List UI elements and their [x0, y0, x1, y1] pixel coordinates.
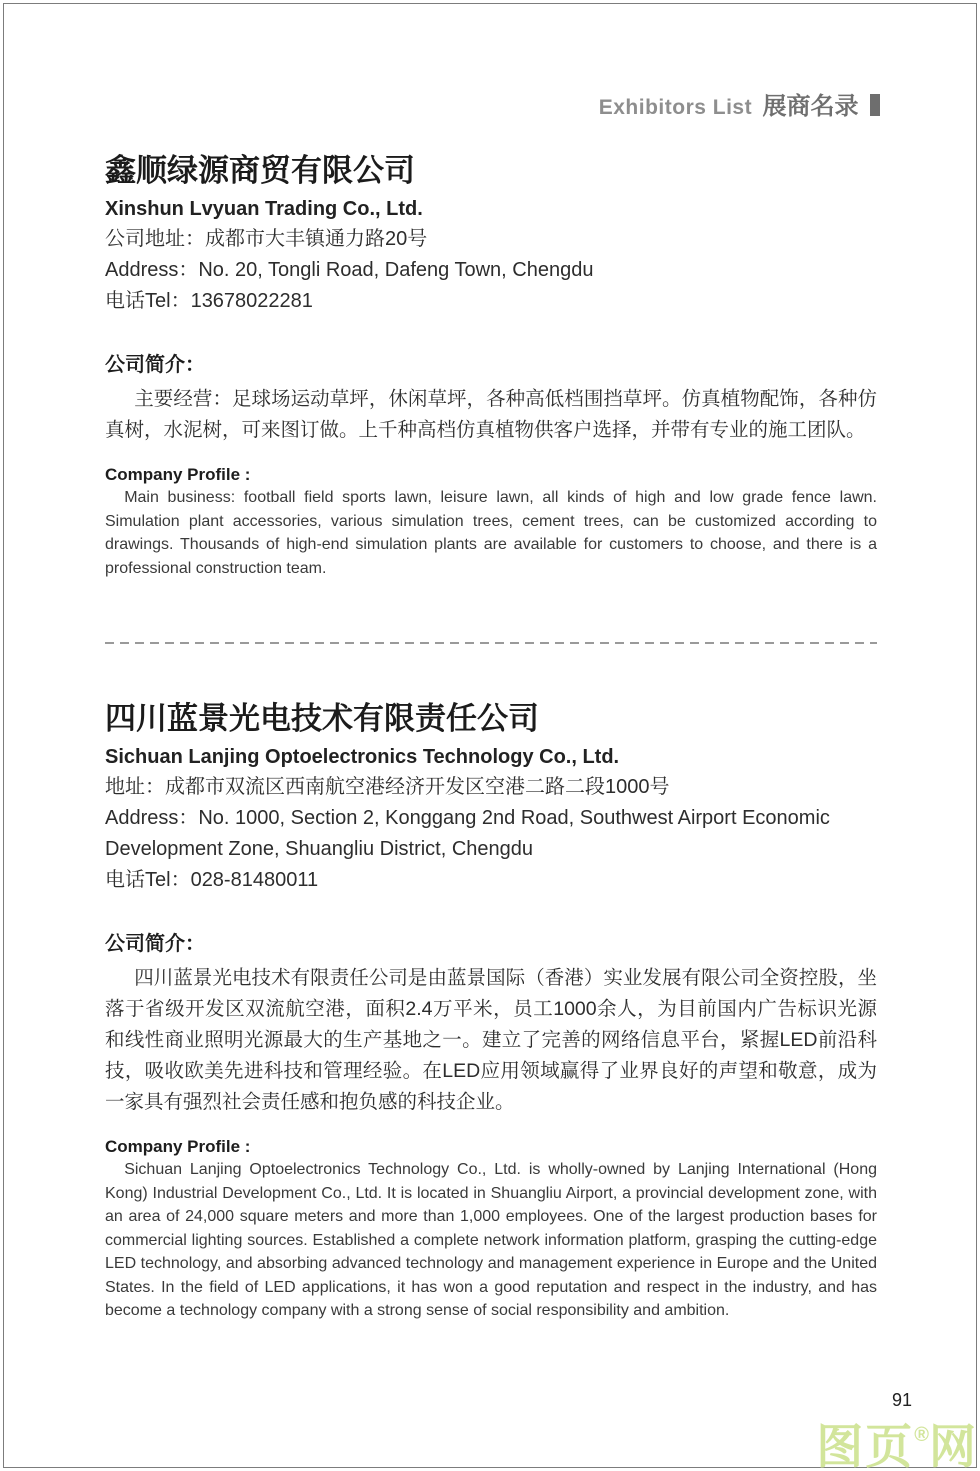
company-address-zh: 公司地址：成都市大丰镇通力路20号: [105, 228, 428, 250]
registered-trademark-icon: ®: [914, 1424, 929, 1446]
company-address-en: Address：No. 1000, Section 2, Konggang 2nd Road, Southwest Airport Economic Development Zone, Shuangliu District, Chengdu: [105, 807, 830, 860]
watermark-text-1: 图页: [816, 1420, 915, 1471]
section-divider: [105, 642, 877, 644]
company-name-en: Sichuan Lanjing Optoelectronics Technology Co., Ltd.: [105, 746, 620, 768]
profile-label-en: Company Profile :: [105, 1137, 251, 1156]
header-title-en: Exhibitors List: [598, 96, 753, 119]
company-info: [105, 772, 877, 896]
company-address-en: Address：No. 20, Tongli Road, Dafeng Town, Chengdu: [105, 259, 594, 281]
company-name-zh: 四川蓝景光电技术有限责任公司: [105, 701, 539, 736]
profile-text-zh: 四川蓝景光电技术有限责任公司是由蓝景国际（香港）实业发展有限公司全资控股，坐落于省级开发区双流航空港，面积2.4万平米，员工1000余人，为目前国内广告标识光源和线性商业照明光源最大的生产基地之一。建立了完善的网络信息平台，紧握LED前沿科技，吸收欧美先进科技和管理经验。在LED应用领域赢得了业界良好的声望和敬意，成为一家具有强烈社会责任感和抱负感的科技企业。: [105, 967, 877, 1113]
profile-label-zh: 公司简介：: [105, 354, 205, 376]
watermark-logo: [816, 1410, 978, 1471]
watermark-text-2: 网: [929, 1420, 978, 1471]
profile-text-zh: 主要经营：足球场运动草坪，休闲草坪，各种高低档围挡草坪。仿真植物配饰，各种仿真树，水泥树，可来图订做。上千种高档仿真植物供客户选择，并带有专业的施工团队。: [105, 388, 877, 441]
company-entry-1: [105, 152, 877, 580]
page-number: 91: [891, 1390, 912, 1410]
company-entry-2: [105, 700, 877, 1323]
company-phone: 电话Tel：13678022281: [105, 290, 313, 312]
profile-label-zh: 公司简介：: [105, 933, 205, 955]
profile-text-en: Sichuan Lanjing Optoelectronics Technology Co., Ltd. is wholly-owned by Lanjing International (Hong Kong) Industrial Development Co., Ltd. It is located in Shuangliu Airport, a provincial development zone, with an area of 24,000 square meters and more than 1,000 employees. One of the largest production bases for commercial lighting sources. Established a complete network information platform, grasping the cutting-edge LED technology, and absorbing advanced technology and management experience in Europe and the United States. In the field of LED applications, it has won a good reputation and respect in the industry, and has become a technology company with a strong sense of social responsibility and ambition.: [105, 1161, 877, 1319]
profile-label-en: Company Profile :: [105, 465, 251, 484]
profile-text-en: Main business: football field sports lawn, leisure lawn, all kinds of high and low grade fence lawn. Simulation plant accessories, various simulation trees, cement trees, can be customized according to drawings. Thousands of high-end simulation plants are available for customers to choose, and there is a professional construction team.: [105, 489, 877, 577]
exhibitor-list-content: [105, 140, 877, 1323]
page-header: [599, 86, 880, 121]
header-title-zh: 展商名录: [762, 93, 859, 120]
company-name-zh: 鑫顺绿源商贸有限公司: [105, 153, 415, 188]
company-address-zh: 地址：成都市双流区西南航空港经济开发区空港二路二段1000号: [105, 776, 670, 798]
company-phone: 电话Tel：028-81480011: [105, 869, 319, 891]
company-name-en: Xinshun Lvyuan Trading Co., Ltd.: [105, 198, 423, 220]
company-info: [105, 224, 877, 317]
header-bar-icon: [870, 94, 880, 116]
